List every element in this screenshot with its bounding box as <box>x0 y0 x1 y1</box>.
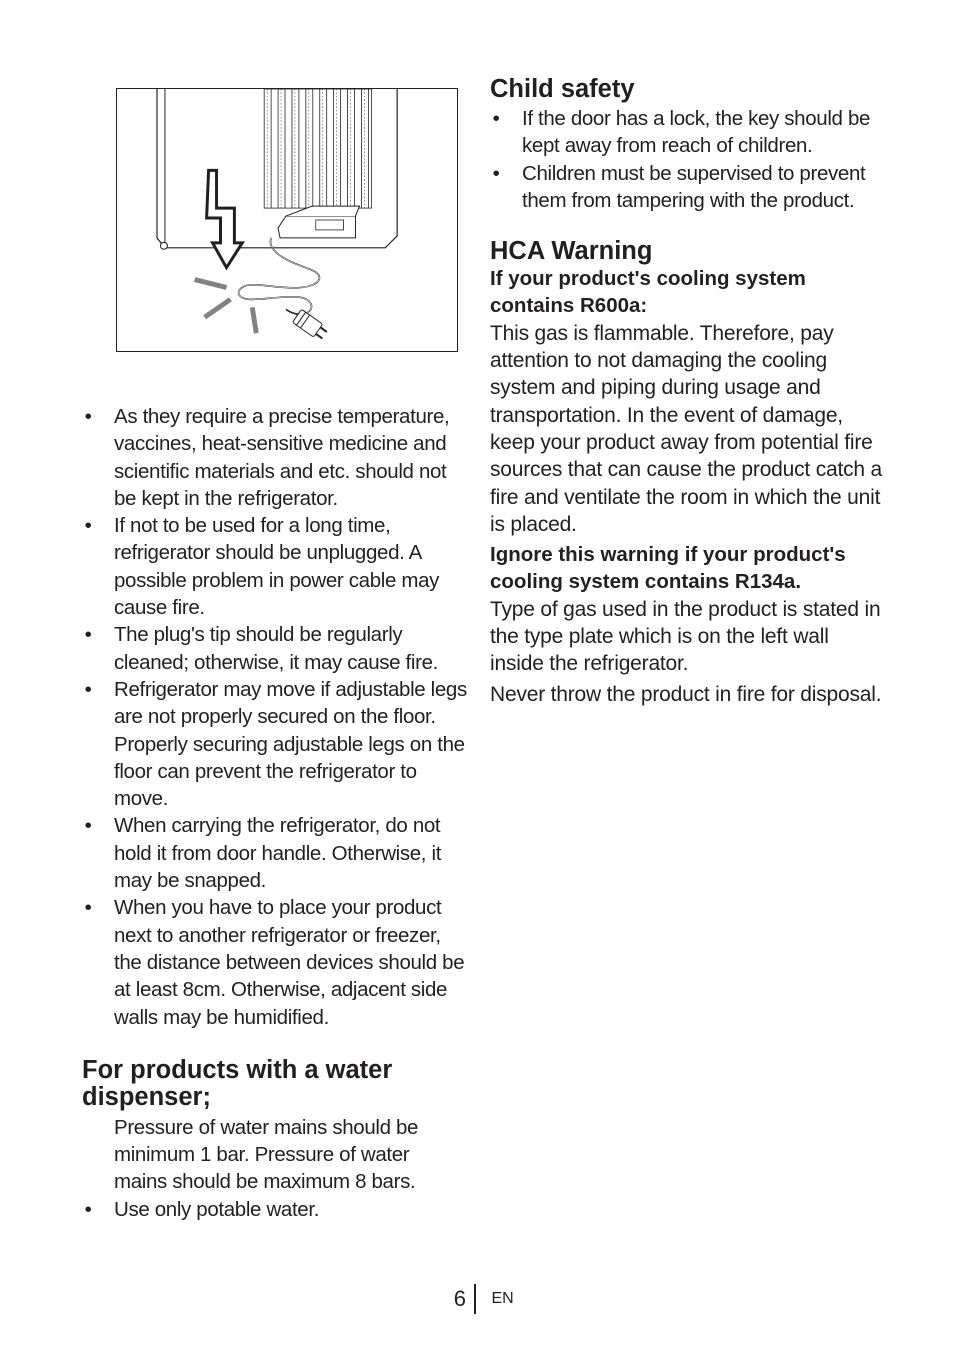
water-bullet-list <box>82 1196 467 1223</box>
language-code: EN <box>491 1290 514 1307</box>
page-footer <box>440 1284 514 1314</box>
list-item: • Children must be supervised to prevent them from tampering with the product. <box>492 161 866 212</box>
right-column <box>490 76 882 708</box>
disposal-paragraph: Never throw the product in fire for disposal. <box>490 682 882 706</box>
list-item: • Use only potable water. <box>84 1197 320 1221</box>
water-pressure-text: Pressure of water mains should be minimum 1 bar. Pressure of water mains should be maximum 8 bars. <box>114 1115 419 1194</box>
list-item: • Refrigerator may move if adjustable legs are not properly secured on the floor. Properly securing adjustable legs on the floor can prevent the refrigerator to move. <box>84 677 467 811</box>
list-item: • When you have to place your product next to another refrigerator or freezer, the distance between devices should be at least 8cm. Otherwise, adjacent side walls may be humidified. <box>84 896 465 1029</box>
list-item: • The plug's tip should be regularly cleaned; otherwise, it may cause fire. <box>84 623 438 674</box>
water-dispenser-heading: For products with a water dispenser; <box>82 1055 393 1111</box>
child-safety-heading: Child safety <box>490 75 635 103</box>
r134a-subheading: Ignore this warning if your product's cooling system contains R134a. <box>490 543 846 594</box>
left-column <box>82 403 467 1223</box>
safety-bullet-list <box>82 403 467 1031</box>
list-item: • If not to be used for a long time, refrigerator should be unplugged. A possible problem in power cable may cause fire. <box>84 514 440 620</box>
list-item: • As they require a precise temperature, vaccines, heat-sensitive medicine and scientific materials and etc. should not be kept in the refrigerator. <box>84 405 450 510</box>
page-number: 6 <box>453 1286 466 1311</box>
r600a-paragraph: This gas is flammable. Therefore, pay attention to not damaging the cooling system and piping during usage and transportation. In the event of damage, keep your product away from potential fire sources that can cause the product catch a fire and ventilate the room in which the unit is placed. <box>490 321 883 536</box>
refrigerator-plug-warning-illustration <box>117 89 457 351</box>
gas-type-paragraph: Type of gas used in the product is stated in the type plate which is on the left wall inside the refrigerator. <box>490 597 881 676</box>
child-safety-bullet-list <box>490 105 882 214</box>
list-item: • When carrying the refrigerator, do not hold it from door handle. Otherwise, it may be snapped. <box>84 814 442 893</box>
footer-divider <box>474 1284 476 1314</box>
list-item: • If the door has a lock, the key should be kept away from reach of children. <box>492 107 871 158</box>
hca-warning-heading: HCA Warning <box>490 237 653 266</box>
r600a-subheading: If your product's cooling system contains R600a: <box>490 267 806 318</box>
refrigerator-plug-illustration <box>116 88 458 352</box>
